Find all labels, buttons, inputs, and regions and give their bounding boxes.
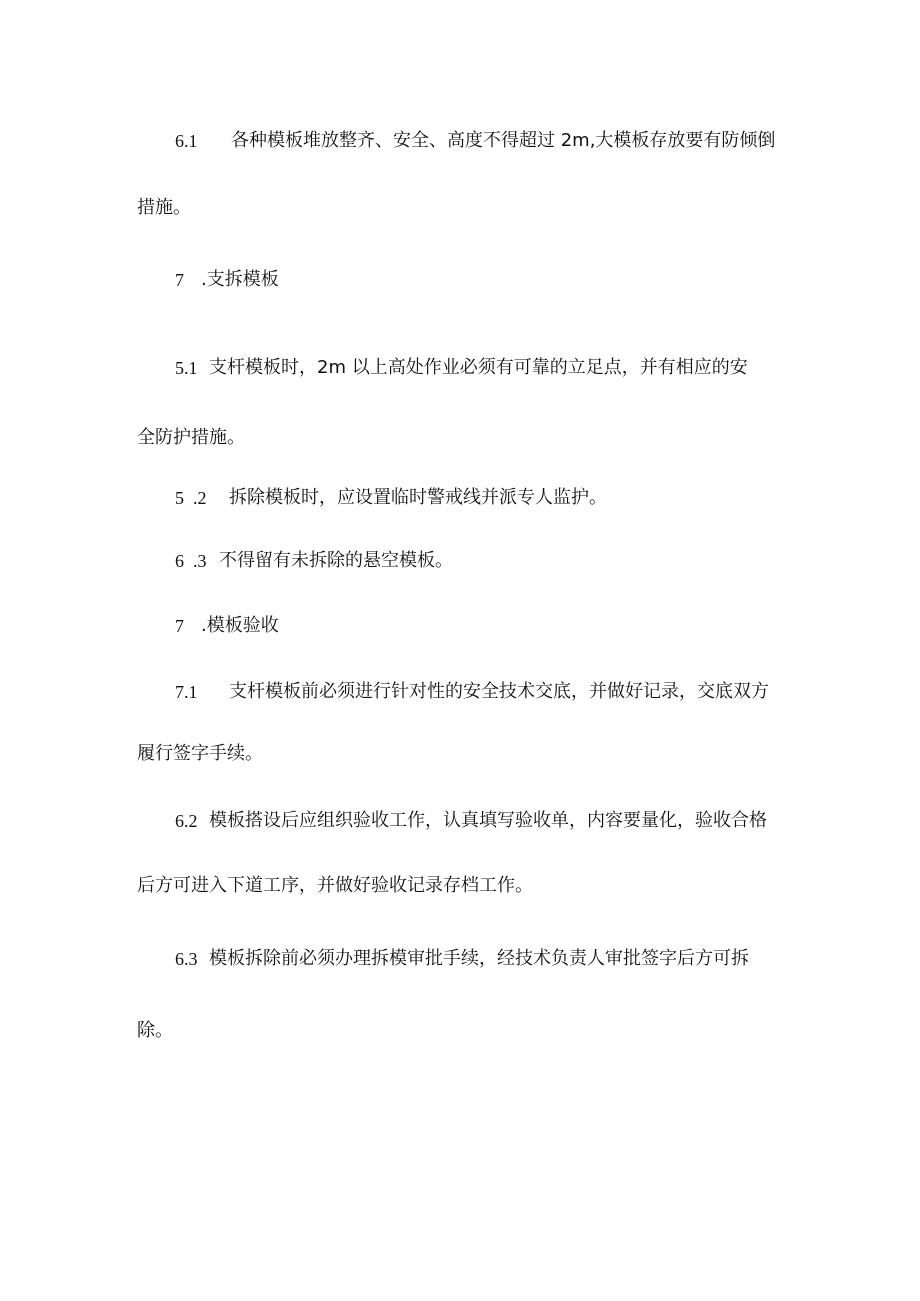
section-number: 6.3 (175, 949, 198, 969)
section-number: 7 (175, 616, 184, 636)
section-number: 6 .3 (175, 551, 207, 571)
section-number: 7 (175, 270, 184, 290)
paragraph-text: 支杆模板前必须进行针对性的安全技术交底，并做好记录，交底双方 (229, 681, 769, 702)
section-number: 5 .2 (175, 488, 207, 508)
section-heading-text: .模板验收 (201, 615, 279, 636)
paragraph-text: 模板搭设后应组织验收工作，认真填写验收单，内容要量化，验收合格 (209, 810, 767, 831)
section-number: 7.1 (175, 682, 198, 702)
paragraph-text: 履行签字手续。 (137, 743, 263, 764)
section-number: 6.2 (175, 811, 198, 831)
paragraph-text: 措施。 (137, 197, 191, 218)
section-heading-text: .支拆模板 (201, 269, 279, 290)
section-number: 5.1 (175, 358, 198, 378)
paragraph-text: 后方可进入下道工序，并做好验收记录存档工作。 (137, 875, 533, 896)
paragraph-text: 不得留有未拆除的悬空模板。 (219, 550, 453, 571)
paragraph-text: 除。 (137, 1020, 173, 1041)
section-number: 6.1 (175, 131, 198, 151)
paragraph-text: 模板拆除前必须办理拆模审批手续，经技术负责人审批签字后方可拆 (209, 948, 749, 969)
paragraph-text: 全防护措施。 (137, 427, 245, 448)
paragraph-text: 拆除模板时，应设置临时警戒线并派专人监护。 (229, 487, 607, 508)
paragraph-text: 支杆模板时，2m 以上高处作业必须有可靠的立足点，并有相应的安 (209, 357, 748, 378)
paragraph-text: 各种模板堆放整齐、安全、高度不得超过 2m,大模板存放要有防倾倒 (231, 130, 776, 151)
